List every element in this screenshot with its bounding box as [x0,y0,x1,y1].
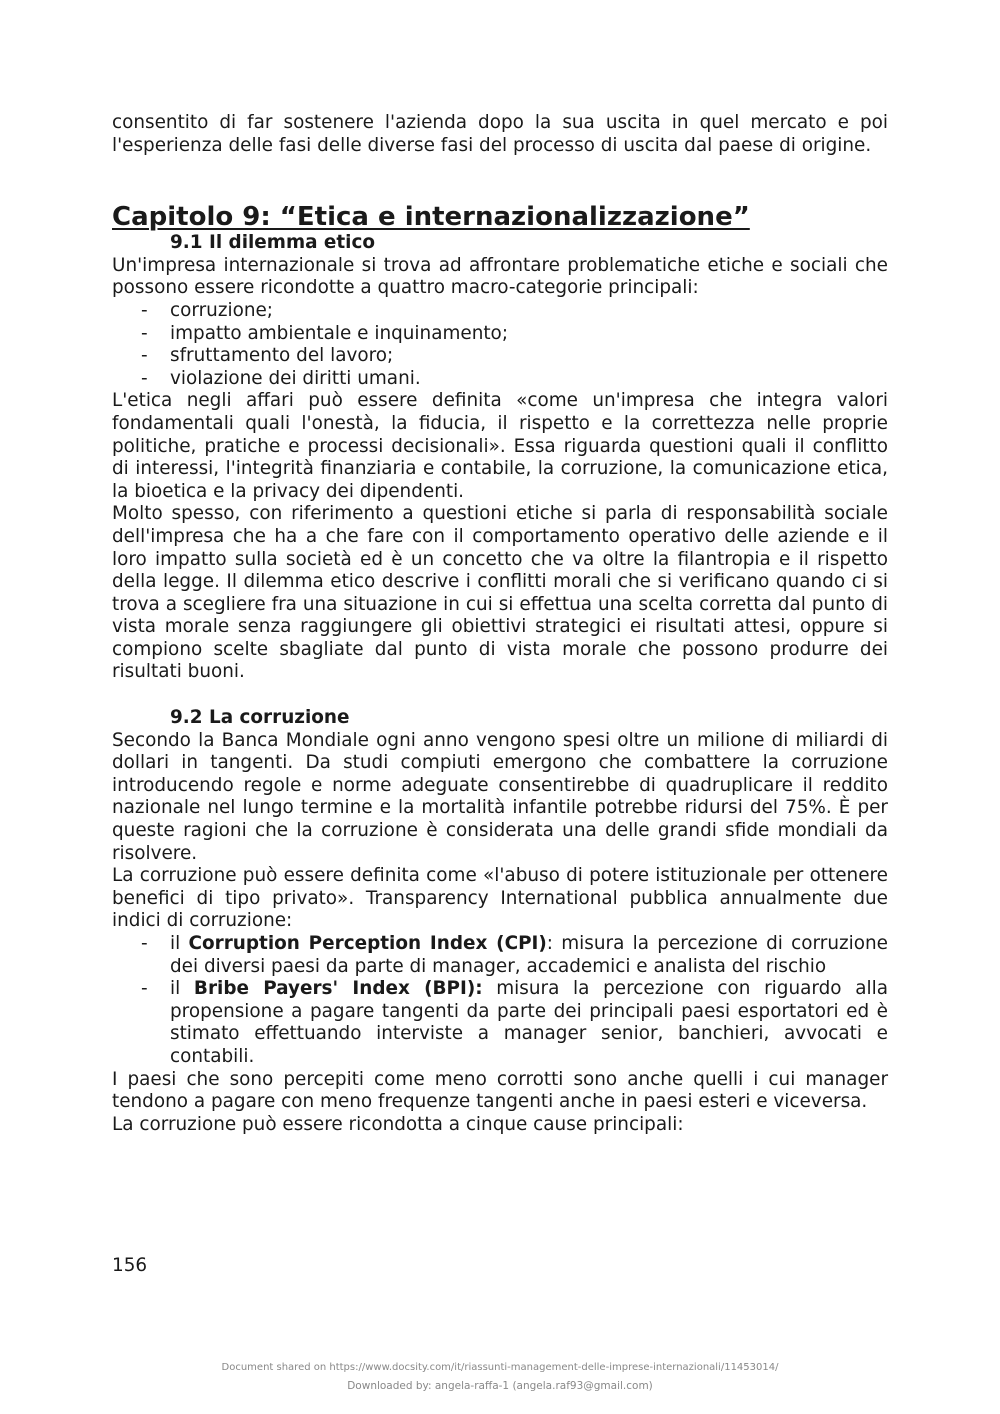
chapter-title: Capitolo 9: “Etica e internazionalizzazione” [112,202,750,233]
intro-paragraph: consentito di far sostenere l'azienda dopo la sua uscita in quel mercato e poi l'esperienza delle fasi delle diverse fasi del processo di uscita dal paese di origine. [112,112,888,156]
list-dash: - [141,978,148,1000]
ethics-categories-list [112,300,888,390]
list-item [112,323,888,346]
page-number: 156 [112,1255,148,1276]
list-dash: - [141,345,148,367]
list-item [112,368,888,391]
list-item-prefix: il [170,978,194,1000]
paragraph: La corruzione può essere ricondotta a cinque cause principali: [112,1113,684,1135]
list-item [112,300,888,323]
paragraph: I paesi che sono percepiti come meno corrotti sono anche quelli i cui manager tendono a pagare con meno frequenze tangenti anche in paesi esteri e viceversa. [112,1068,888,1113]
list-item [112,933,888,978]
footer-downloaded-by: Downloaded by: angela-raffa-1 (angela.raf93@gmail.com) [347,1380,653,1392]
index-name: Corruption Perception Index (CPI) [188,933,547,954]
section-heading-ethical-dilemma: 9.1 Il dilemma etico [170,232,376,254]
list-item-text: sfruttamento del lavoro; [170,345,394,367]
page-body [112,112,888,1136]
list-item [112,978,888,1068]
list-dash: - [141,322,148,344]
list-item-text: corruzione; [170,299,273,321]
list-dash: - [141,933,148,954]
index-description: misura la percezione con riguardo alla propensione a pagare tangenti da parte dei principali paesi esportatori ed è stimato effettuando interviste a manager senior, banchieri, avvocati e contabili. [170,978,888,1067]
paragraph: La corruzione può essere definita come «l'abuso di potere istituzionale per ottenere benefici di tipo privato». Transparency International pubblica annualmente due indici di corruzione: [112,865,888,932]
list-item-prefix: il [170,933,189,954]
section-heading-corruption: 9.2 La corruzione [170,707,350,729]
index-description: : misura la percezione di corruzione dei diversi paesi da parte di manager, accademici e analista del rischio [170,933,888,977]
list-item [112,345,888,368]
paragraph: Molto spesso, con riferimento a questioni etiche si parla di responsabilità sociale dell'impresa che ha a che fare con il comportamento operativo delle aziende e il loro impatto sulla società ed è un concetto che va oltre la filantropia e il rispetto della legge. Il dilemma etico descrive i conflitti morali che si verificano quando ci si trova a scegliere fra una situazione in cui si effettua una scelta corretta dal punto di vista morale senza raggiungere gli obiettivi strategici ei risultati attesi, oppure si compiono scelte sbagliate dal punto di vista morale che possono produrre dei risultati buoni. [112,503,888,683]
paragraph: Un'impresa internazionale si trova ad affrontare problematiche etiche e sociali che possono essere ricondotte a quattro macro-categorie principali: [112,254,888,299]
list-item-text: impatto ambientale e inquinamento; [170,322,509,344]
list-item-text: violazione dei diritti umani. [170,367,421,389]
list-dash: - [141,367,148,389]
paragraph: Secondo la Banca Mondiale ogni anno vengono spesi oltre un milione di miliardi di dollari in tangenti. Da studi compiuti emergono che combattere la corruzione introducendo regole e norme adeguate consentirebbe di quadruplicare il reddito nazionale nel lungo termine e la mortalità infantile potrebbe ridursi del 75%. È per queste ragioni che la corruzione è considerata una delle grandi sfide mondiali da risolvere. [112,729,888,864]
corruption-index-list [112,933,888,1069]
list-dash: - [141,299,148,321]
index-name: Bribe Payers' Index (BPI): [193,978,483,1000]
paragraph: L'etica negli affari può essere definita «come un'impresa che integra valori fondamentali quali l'onestà, la fiducia, il rispetto e la correttezza nelle proprie politiche, pratiche e processi decisionali». Essa riguarda questioni quali il conflitto di interessi, l'integrità finanziaria e contabile, la corruzione, la comunicazione etica, la bioetica e la privacy dei dipendenti. [112,390,888,502]
footer-shared-link: Document shared on https://www.docsity.com/it/riassunti-management-delle-imprese-internazionali/11453014/ [221,1362,779,1373]
